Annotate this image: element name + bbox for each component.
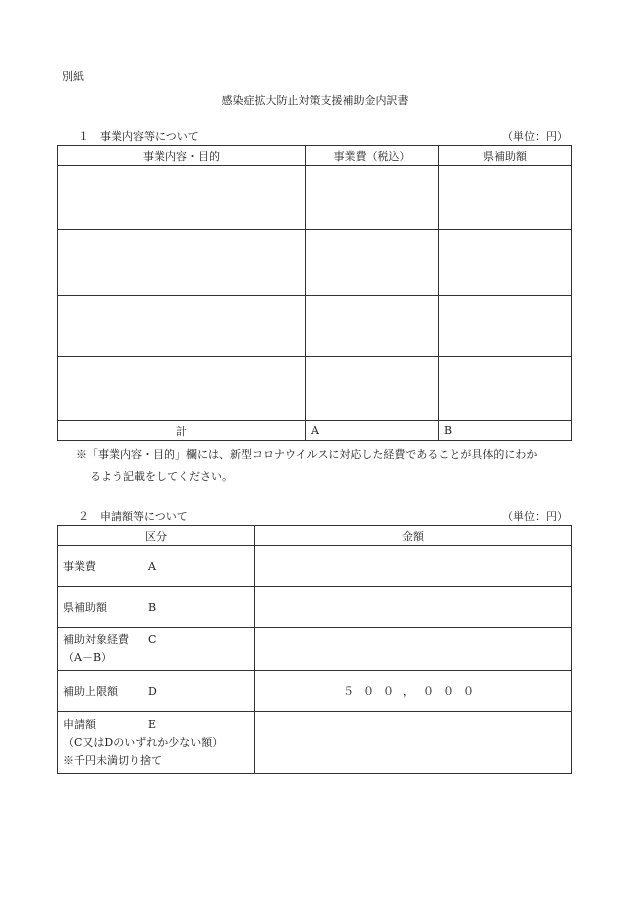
section2-heading: ２ 申請額等について — [78, 510, 188, 523]
section1-heading: １ 事業内容等について — [78, 130, 199, 143]
column-header-amount: 金額 — [255, 526, 572, 546]
row-label: 補助上限額 — [63, 685, 118, 698]
row-note: ※千円未満切り捨て — [63, 753, 162, 767]
row-code: E — [148, 717, 157, 731]
pref-subsidy-cell[interactable] — [439, 296, 572, 357]
row-label: 申請額 — [63, 717, 96, 731]
row-label: 補助対象経費 — [63, 633, 129, 646]
pref-subsidy-cell[interactable] — [439, 230, 572, 296]
note-line-2: るよう記載をしてください。 — [90, 470, 233, 483]
row-label: 県補助額 — [63, 601, 107, 614]
row-code: B — [148, 601, 157, 614]
total-row — [58, 421, 572, 441]
amount-cell[interactable] — [255, 628, 572, 671]
row-code: D — [148, 685, 157, 698]
content-cell[interactable] — [58, 296, 306, 357]
document-title: 感染症拡大防止対策支援補助金内訳書 — [221, 94, 409, 107]
application-amount-table — [57, 525, 572, 774]
table-row — [58, 166, 572, 230]
amount-cell[interactable] — [255, 546, 572, 587]
table-row — [58, 712, 572, 774]
row-code: A — [148, 560, 156, 573]
row-label: 事業費 — [63, 560, 96, 573]
cost-cell[interactable] — [306, 357, 439, 421]
content-cell[interactable] — [58, 166, 306, 230]
row-sub: （C又はDのいずれか少ない額） — [63, 735, 224, 749]
total-label: 計 — [58, 421, 306, 441]
table-row — [58, 546, 572, 587]
subsidy-cap-amount: ５００，０００ — [255, 671, 572, 712]
content-cell[interactable] — [58, 230, 306, 296]
pref-subsidy-cell[interactable] — [439, 357, 572, 421]
column-header-category: 区分 — [58, 526, 255, 546]
amount-cell[interactable] — [255, 587, 572, 628]
total-a[interactable]: A — [306, 421, 439, 441]
row-code: C — [148, 633, 157, 646]
section2-unit: （単位：円） — [502, 510, 568, 523]
table-row — [58, 587, 572, 628]
pref-subsidy-cell[interactable] — [439, 166, 572, 230]
amount-cell[interactable] — [255, 712, 572, 774]
row-sub: （A－B） — [63, 651, 113, 664]
table-row — [58, 628, 572, 671]
section1-unit: （単位：円） — [502, 130, 568, 143]
attachment-label: 別紙 — [62, 70, 84, 83]
business-content-table — [57, 145, 572, 441]
total-b[interactable]: B — [439, 421, 572, 441]
column-header-content: 事業内容・目的 — [58, 146, 306, 166]
column-header-pref-subsidy: 県補助額 — [439, 146, 572, 166]
content-cell[interactable] — [58, 357, 306, 421]
cost-cell[interactable] — [306, 166, 439, 230]
cost-cell[interactable] — [306, 230, 439, 296]
column-header-cost: 事業費（税込） — [306, 146, 439, 166]
table-row — [58, 296, 572, 357]
table-row — [58, 230, 572, 296]
table-row — [58, 357, 572, 421]
cost-cell[interactable] — [306, 296, 439, 357]
table-row — [58, 671, 572, 712]
note-line-1: ※「事業内容・目的」欄には、新型コロナウイルスに対応した経費であることが具体的にわか — [76, 448, 538, 461]
